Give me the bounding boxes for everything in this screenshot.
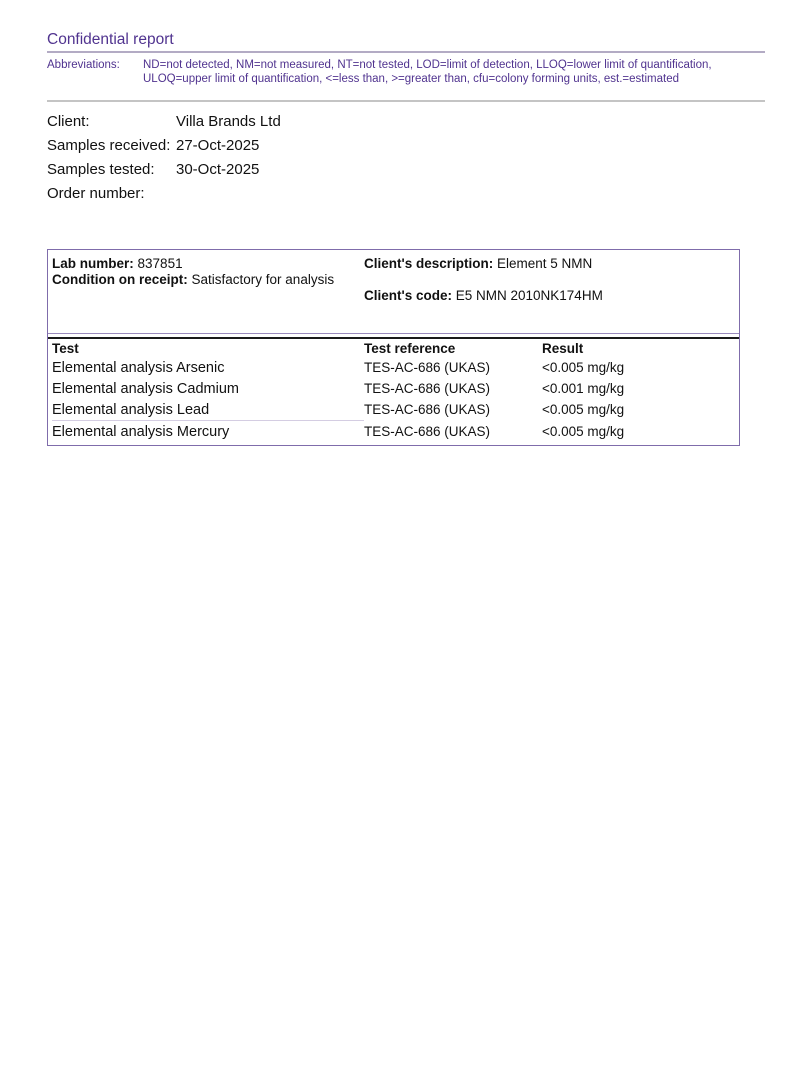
test-reference: TES-AC-686 (UKAS): [364, 424, 491, 439]
condition-line: [52, 272, 364, 288]
samples-tested-label: Samples tested:: [47, 161, 155, 178]
table-row: [48, 357, 739, 378]
client-description-line: [364, 256, 739, 272]
header-test: Test: [52, 341, 79, 356]
abbreviations-section: [47, 58, 765, 86]
results-header-row: [48, 339, 739, 357]
sample-info-right: [364, 256, 739, 304]
test-name: Elemental analysis Arsenic: [52, 360, 225, 376]
test-reference: TES-AC-686 (UKAS): [364, 402, 491, 417]
results-table: [48, 337, 739, 445]
client-info-row: [47, 134, 765, 158]
client-value: Villa Brands Ltd: [176, 113, 281, 130]
header-test-reference: Test reference: [364, 341, 456, 356]
client-info-row: [47, 110, 765, 134]
order-number-value: [176, 182, 765, 206]
test-name: Elemental analysis Mercury: [52, 424, 230, 440]
title-rule: [47, 51, 765, 53]
test-reference: TES-AC-686 (UKAS): [364, 360, 491, 375]
client-description-value: Element 5 NMN: [497, 256, 593, 271]
samples-received-value: 27-Oct-2025: [176, 137, 260, 154]
table-row: [48, 399, 739, 421]
client-info: [47, 110, 765, 206]
condition-label: Condition on receipt:: [52, 272, 188, 287]
client-code-value: E5 NMN 2010NK174HM: [455, 288, 603, 303]
test-reference: TES-AC-686 (UKAS): [364, 381, 491, 396]
test-result: <0.005 mg/kg: [542, 424, 625, 439]
order-number-label: Order number:: [47, 185, 145, 202]
lab-number-line: [52, 256, 364, 272]
sample-info-box: [47, 249, 740, 446]
sample-info-section: [48, 250, 739, 334]
lab-number-label: Lab number:: [52, 256, 134, 271]
condition-value: Satisfactory for analysis: [191, 272, 335, 287]
test-name: Elemental analysis Cadmium: [52, 381, 239, 397]
client-description-label: Client's description:: [364, 256, 494, 271]
client-info-row: [47, 182, 765, 206]
section-rule: [47, 100, 765, 102]
client-info-row: [47, 158, 765, 182]
samples-tested-value: 30-Oct-2025: [176, 161, 260, 178]
lab-number-value: 837851: [137, 256, 183, 271]
test-name: Elemental analysis Lead: [52, 399, 364, 421]
client-code-label: Client's code:: [364, 288, 452, 303]
abbreviations-label: Abbreviations:: [47, 59, 120, 71]
report-title: Confidential report: [47, 31, 174, 48]
client-code-line: [364, 288, 739, 304]
test-result: <0.005 mg/kg: [542, 402, 625, 417]
client-label: Client:: [47, 113, 90, 130]
header-result: Result: [542, 341, 584, 356]
abbreviations-line-2: ULOQ=upper limit of quantification, <=less than, >=greater than, cfu=colony forming units, est.=estimated: [143, 73, 680, 85]
results-body: [48, 357, 739, 445]
samples-received-label: Samples received:: [47, 137, 171, 154]
abbreviations-text: [143, 58, 765, 86]
sample-info-left: [52, 256, 364, 304]
report-content: [0, 0, 800, 446]
abbreviations-line-1: ND=not detected, NM=not measured, NT=not tested, LOD=limit of detection, LLOQ=lower limit of quantification,: [143, 59, 712, 71]
test-result: <0.005 mg/kg: [542, 360, 625, 375]
test-result: <0.001 mg/kg: [542, 381, 625, 396]
table-row: [48, 378, 739, 399]
table-row: [48, 421, 739, 442]
